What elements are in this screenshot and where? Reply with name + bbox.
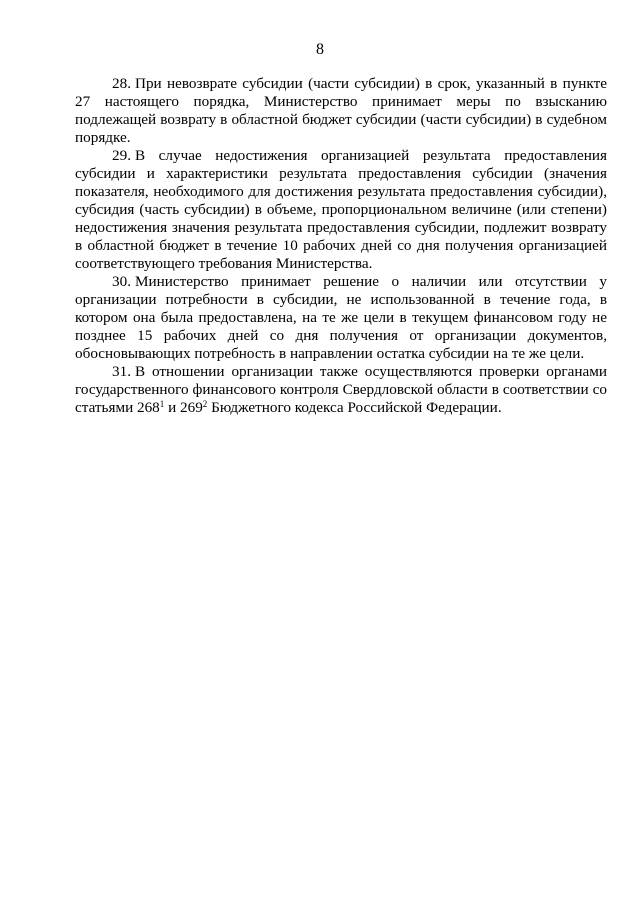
paragraph-number: 29. [112,147,131,164]
paragraph-text: Бюджетного кодекса Российской Федерации. [207,399,502,416]
superscript: 2 [202,399,208,409]
paragraph-text: Министерство принимает решение о наличии или отсутствии у организации потребности в субсидии, не использованной в течение года, в котором она была предоставлена, на те же цели в текущем финансовом году не позднее 15 рабочих дней со дня получения от организации документов, обосновывающих потребность в направлении остатка субсидии на те же цели. [75,273,607,362]
paragraph-29 [75,147,607,273]
paragraph-number: 30. [112,273,131,290]
paragraph-30 [75,273,607,363]
paragraph-text: В случае недостижения организацией результата предоставления субсидии и характеристики результата предоставления субсидии (значения показателя, необходимого для достижения результата предоставления субсидии), субсидия (часть субсидии) в объеме, пропорциональном величине (или степени) недостижения значения результата предоставления субсидии, подлежит возврату в областной бюджет в течение 10 рабочих дней со дня получения организацией соответствующего требования Министерства. [75,147,607,272]
paragraph-text: В отношении организации также осуществляются проверки органами государственного финансового контроля Свердловской области в соответствии со статьями 268 [75,363,607,416]
paragraph-number: 28. [112,75,131,92]
superscript: 1 [159,399,165,409]
paragraph-31 [75,363,607,417]
document-body [75,75,607,417]
page-number: 8 [316,41,324,58]
paragraph-text: При невозврате субсидии (части субсидии) в срок, указанный в пункте 27 настоящего порядка, Министерство принимает меры по взысканию подлежащей возврату в областной бюджет субсидии (части субсидии) в судебном порядке. [75,75,607,146]
paragraph-number: 31. [112,363,131,380]
paragraph-28 [75,75,607,147]
paragraph-text: и 269 [164,399,203,416]
